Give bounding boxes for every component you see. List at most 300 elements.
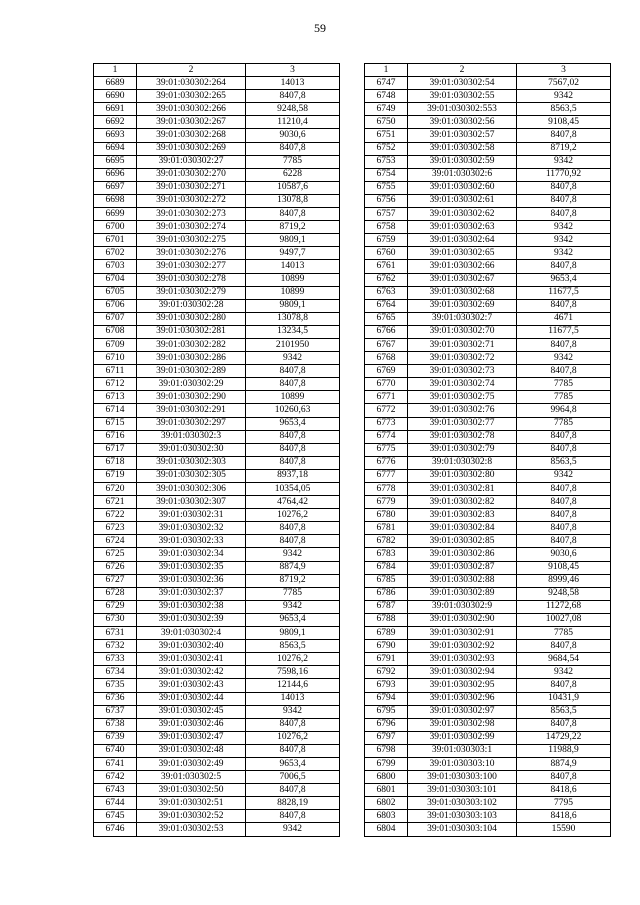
table-row xyxy=(365,194,611,207)
table-row xyxy=(365,640,611,653)
cadastral-number-cell: 39:01:030303:1 xyxy=(408,744,517,757)
row-number-cell: 6715 xyxy=(94,417,137,430)
value-cell: 12144,6 xyxy=(246,679,340,692)
header-cell-1: 1 xyxy=(94,64,137,77)
value-cell: 9342 xyxy=(517,155,611,168)
value-cell: 10587,6 xyxy=(246,181,340,194)
row-number-cell: 6693 xyxy=(94,129,137,142)
table-row xyxy=(365,247,611,260)
table-row xyxy=(365,810,611,823)
value-cell: 7785 xyxy=(246,587,340,600)
row-number-cell: 6691 xyxy=(94,103,137,116)
table-row xyxy=(365,142,611,155)
value-cell: 8563,5 xyxy=(246,640,340,653)
table-row xyxy=(365,600,611,613)
table-row xyxy=(94,653,340,666)
row-number-cell: 6794 xyxy=(365,692,408,705)
value-cell: 8407,8 xyxy=(517,181,611,194)
table-row xyxy=(365,679,611,692)
value-cell: 9964,8 xyxy=(517,404,611,417)
cadastral-number-cell: 39:01:030302:270 xyxy=(137,168,246,181)
table-row xyxy=(365,90,611,103)
value-cell: 10899 xyxy=(246,286,340,299)
table-row xyxy=(94,744,340,757)
cadastral-number-cell: 39:01:030302:63 xyxy=(408,221,517,234)
row-number-cell: 6756 xyxy=(365,194,408,207)
table-row xyxy=(94,352,340,365)
cadastral-number-cell: 39:01:030302:61 xyxy=(408,194,517,207)
table-row xyxy=(365,299,611,312)
table-row xyxy=(365,234,611,247)
cadastral-number-cell: 39:01:030302:97 xyxy=(408,705,517,718)
cadastral-number-cell: 39:01:030302:553 xyxy=(408,103,517,116)
value-cell: 9342 xyxy=(246,600,340,613)
table-row xyxy=(365,771,611,784)
table-row xyxy=(94,299,340,312)
cadastral-number-cell: 39:01:030303:104 xyxy=(408,823,517,836)
table-row xyxy=(94,391,340,404)
cadastral-number-cell: 39:01:030302:53 xyxy=(137,823,246,836)
cadastral-number-cell: 39:01:030302:44 xyxy=(137,692,246,705)
table-row xyxy=(365,666,611,679)
table-row xyxy=(365,312,611,325)
row-number-cell: 6724 xyxy=(94,535,137,548)
row-number-cell: 6761 xyxy=(365,260,408,273)
row-number-cell: 6750 xyxy=(365,116,408,129)
cadastral-number-cell: 39:01:030302:67 xyxy=(408,273,517,286)
value-cell: 8407,8 xyxy=(246,522,340,535)
cadastral-number-cell: 39:01:030302:307 xyxy=(137,496,246,509)
row-number-cell: 6725 xyxy=(94,548,137,561)
cadastral-number-cell: 39:01:030302:273 xyxy=(137,208,246,221)
cadastral-number-cell: 39:01:030302:93 xyxy=(408,653,517,666)
cadastral-number-cell: 39:01:030302:48 xyxy=(137,744,246,757)
row-number-cell: 6757 xyxy=(365,208,408,221)
table-row xyxy=(94,221,340,234)
row-number-cell: 6768 xyxy=(365,352,408,365)
value-cell: 9342 xyxy=(517,666,611,679)
value-cell: 10260,63 xyxy=(246,404,340,417)
table-header-row xyxy=(365,64,611,77)
row-number-cell: 6704 xyxy=(94,273,137,286)
table-row xyxy=(94,797,340,810)
cadastral-number-cell: 39:01:030302:33 xyxy=(137,535,246,548)
table-row xyxy=(365,155,611,168)
cadastral-number-cell: 39:01:030302:271 xyxy=(137,181,246,194)
cadastral-number-cell: 39:01:030302:91 xyxy=(408,627,517,640)
row-number-cell: 6778 xyxy=(365,483,408,496)
table-row xyxy=(94,771,340,784)
value-cell: 10431,9 xyxy=(517,692,611,705)
value-cell: 8407,8 xyxy=(517,208,611,221)
table-row xyxy=(94,417,340,430)
value-cell: 7006,5 xyxy=(246,771,340,784)
value-cell: 9342 xyxy=(517,469,611,482)
cadastral-number-cell: 39:01:030302:98 xyxy=(408,718,517,731)
cadastral-number-cell: 39:01:030303:102 xyxy=(408,797,517,810)
table-row xyxy=(94,627,340,640)
row-number-cell: 6694 xyxy=(94,142,137,155)
row-number-cell: 6709 xyxy=(94,338,137,351)
row-number-cell: 6774 xyxy=(365,430,408,443)
table-row xyxy=(94,77,340,90)
row-number-cell: 6747 xyxy=(365,77,408,90)
cadastral-number-cell: 39:01:030302:265 xyxy=(137,90,246,103)
table-row xyxy=(94,483,340,496)
value-cell: 11272,68 xyxy=(517,600,611,613)
table-row xyxy=(94,705,340,718)
value-cell: 9684,54 xyxy=(517,653,611,666)
table-row xyxy=(365,483,611,496)
cadastral-number-cell: 39:01:030302:5 xyxy=(137,771,246,784)
cadastral-number-cell: 39:01:030302:49 xyxy=(137,757,246,770)
value-cell: 9030,6 xyxy=(517,548,611,561)
row-number-cell: 6706 xyxy=(94,299,137,312)
value-cell: 9342 xyxy=(246,548,340,561)
row-number-cell: 6753 xyxy=(365,155,408,168)
row-number-cell: 6733 xyxy=(94,653,137,666)
value-cell: 8563,5 xyxy=(517,705,611,718)
row-number-cell: 6790 xyxy=(365,640,408,653)
row-number-cell: 6798 xyxy=(365,744,408,757)
cadastral-number-cell: 39:01:030302:290 xyxy=(137,391,246,404)
value-cell: 8719,2 xyxy=(517,142,611,155)
value-cell: 8407,8 xyxy=(246,456,340,469)
cadastral-number-cell: 39:01:030302:42 xyxy=(137,666,246,679)
row-number-cell: 6740 xyxy=(94,744,137,757)
table-row xyxy=(365,338,611,351)
cadastral-number-cell: 39:01:030302:45 xyxy=(137,705,246,718)
value-cell: 8418,6 xyxy=(517,810,611,823)
table-row xyxy=(94,810,340,823)
table-row xyxy=(94,338,340,351)
table-row xyxy=(365,443,611,456)
cadastral-number-cell: 39:01:030302:31 xyxy=(137,509,246,522)
row-number-cell: 6716 xyxy=(94,430,137,443)
value-cell: 8407,8 xyxy=(517,535,611,548)
cadastral-number-cell: 39:01:030302:289 xyxy=(137,365,246,378)
row-number-cell: 6698 xyxy=(94,194,137,207)
row-number-cell: 6791 xyxy=(365,653,408,666)
table-row xyxy=(94,181,340,194)
value-cell: 4764,42 xyxy=(246,496,340,509)
row-number-cell: 6723 xyxy=(94,522,137,535)
cadastral-number-cell: 39:01:030302:76 xyxy=(408,404,517,417)
table-row xyxy=(94,155,340,168)
table-row xyxy=(365,103,611,116)
value-cell: 7598,16 xyxy=(246,666,340,679)
cadastral-number-cell: 39:01:030302:55 xyxy=(408,90,517,103)
row-number-cell: 6702 xyxy=(94,247,137,260)
cadastral-number-cell: 39:01:030302:95 xyxy=(408,679,517,692)
cadastral-number-cell: 39:01:030302:79 xyxy=(408,443,517,456)
value-cell: 9342 xyxy=(246,352,340,365)
table-row xyxy=(365,535,611,548)
cadastral-number-cell: 39:01:030302:280 xyxy=(137,312,246,325)
value-cell: 11988,9 xyxy=(517,744,611,757)
value-cell: 14013 xyxy=(246,77,340,90)
header-cell-2: 2 xyxy=(137,64,246,77)
cadastral-number-cell: 39:01:030302:74 xyxy=(408,378,517,391)
cadastral-number-cell: 39:01:030302:57 xyxy=(408,129,517,142)
cadastral-number-cell: 39:01:030302:40 xyxy=(137,640,246,653)
cadastral-number-cell: 39:01:030303:103 xyxy=(408,810,517,823)
value-cell: 15590 xyxy=(517,823,611,836)
row-number-cell: 6765 xyxy=(365,312,408,325)
row-number-cell: 6690 xyxy=(94,90,137,103)
row-number-cell: 6763 xyxy=(365,286,408,299)
table-row xyxy=(94,679,340,692)
row-number-cell: 6708 xyxy=(94,325,137,338)
row-number-cell: 6692 xyxy=(94,116,137,129)
table-row xyxy=(365,456,611,469)
cadastral-number-cell: 39:01:030302:86 xyxy=(408,548,517,561)
table-row xyxy=(94,129,340,142)
table-row xyxy=(94,325,340,338)
value-cell: 8407,8 xyxy=(246,142,340,155)
value-cell: 10276,2 xyxy=(246,653,340,666)
table-row xyxy=(365,561,611,574)
value-cell: 6228 xyxy=(246,168,340,181)
value-cell: 8407,8 xyxy=(517,771,611,784)
value-cell: 9342 xyxy=(246,705,340,718)
value-cell: 8407,8 xyxy=(246,378,340,391)
cadastral-number-cell: 39:01:030302:306 xyxy=(137,483,246,496)
value-cell: 8719,2 xyxy=(246,574,340,587)
value-cell: 8407,8 xyxy=(517,338,611,351)
value-cell: 8407,8 xyxy=(517,718,611,731)
value-cell: 10276,2 xyxy=(246,731,340,744)
row-number-cell: 6783 xyxy=(365,548,408,561)
value-cell: 8407,8 xyxy=(517,260,611,273)
table-row xyxy=(94,613,340,626)
row-number-cell: 6699 xyxy=(94,208,137,221)
value-cell: 13234,5 xyxy=(246,325,340,338)
value-cell: 9108,45 xyxy=(517,561,611,574)
value-cell: 14013 xyxy=(246,692,340,705)
table-row xyxy=(365,116,611,129)
cadastral-number-cell: 39:01:030302:47 xyxy=(137,731,246,744)
row-number-cell: 6749 xyxy=(365,103,408,116)
row-number-cell: 6734 xyxy=(94,666,137,679)
row-number-cell: 6795 xyxy=(365,705,408,718)
table-row xyxy=(94,142,340,155)
cadastral-number-cell: 39:01:030302:264 xyxy=(137,77,246,90)
cadastral-number-cell: 39:01:030302:35 xyxy=(137,561,246,574)
row-number-cell: 6772 xyxy=(365,404,408,417)
value-cell: 14013 xyxy=(246,260,340,273)
table-row xyxy=(365,404,611,417)
value-cell: 8407,8 xyxy=(246,443,340,456)
value-cell: 7785 xyxy=(246,155,340,168)
value-cell: 8407,8 xyxy=(246,744,340,757)
value-cell: 14729,22 xyxy=(517,731,611,744)
value-cell: 11770,92 xyxy=(517,168,611,181)
row-number-cell: 6801 xyxy=(365,784,408,797)
value-cell: 10899 xyxy=(246,391,340,404)
table-row xyxy=(94,757,340,770)
table-row xyxy=(365,823,611,836)
table-row xyxy=(365,757,611,770)
row-number-cell: 6742 xyxy=(94,771,137,784)
cadastral-number-cell: 39:01:030302:62 xyxy=(408,208,517,221)
cadastral-number-cell: 39:01:030302:276 xyxy=(137,247,246,260)
value-cell: 7785 xyxy=(517,627,611,640)
value-cell: 10276,2 xyxy=(246,509,340,522)
cadastral-number-cell: 39:01:030302:34 xyxy=(137,548,246,561)
cadastral-number-cell: 39:01:030302:41 xyxy=(137,653,246,666)
cadastral-number-cell: 39:01:030302:3 xyxy=(137,430,246,443)
value-cell: 8407,8 xyxy=(246,208,340,221)
cadastral-number-cell: 39:01:030302:81 xyxy=(408,483,517,496)
cadastral-number-cell: 39:01:030302:75 xyxy=(408,391,517,404)
value-cell: 7785 xyxy=(517,417,611,430)
cadastral-number-cell: 39:01:030302:99 xyxy=(408,731,517,744)
header-cell-2: 2 xyxy=(408,64,517,77)
cadastral-number-cell: 39:01:030302:32 xyxy=(137,522,246,535)
row-number-cell: 6710 xyxy=(94,352,137,365)
value-cell: 9342 xyxy=(517,352,611,365)
cadastral-number-cell: 39:01:030303:10 xyxy=(408,757,517,770)
cadastral-number-cell: 39:01:030302:43 xyxy=(137,679,246,692)
value-cell: 8407,8 xyxy=(246,718,340,731)
cadastral-number-cell: 39:01:030302:84 xyxy=(408,522,517,535)
cadastral-number-cell: 39:01:030302:7 xyxy=(408,312,517,325)
row-number-cell: 6754 xyxy=(365,168,408,181)
table-row xyxy=(94,443,340,456)
table-row xyxy=(365,430,611,443)
value-cell: 8563,5 xyxy=(517,103,611,116)
row-number-cell: 6739 xyxy=(94,731,137,744)
cadastral-number-cell: 39:01:030302:96 xyxy=(408,692,517,705)
table-row xyxy=(365,129,611,142)
cadastral-number-cell: 39:01:030303:100 xyxy=(408,771,517,784)
cadastral-number-cell: 39:01:030302:286 xyxy=(137,352,246,365)
value-cell: 11677,5 xyxy=(517,286,611,299)
value-cell: 9653,4 xyxy=(517,273,611,286)
value-cell: 8407,8 xyxy=(517,365,611,378)
value-cell: 9809,1 xyxy=(246,234,340,247)
row-number-cell: 6793 xyxy=(365,679,408,692)
table-row xyxy=(94,692,340,705)
table-row xyxy=(365,509,611,522)
row-number-cell: 6717 xyxy=(94,443,137,456)
row-number-cell: 6720 xyxy=(94,483,137,496)
value-cell: 9809,1 xyxy=(246,299,340,312)
table-row xyxy=(94,208,340,221)
cadastral-number-cell: 39:01:030302:279 xyxy=(137,286,246,299)
value-cell: 9342 xyxy=(517,247,611,260)
cadastral-number-cell: 39:01:030302:72 xyxy=(408,352,517,365)
table-row xyxy=(94,718,340,731)
cadastral-number-cell: 39:01:030302:297 xyxy=(137,417,246,430)
cadastral-number-cell: 39:01:030302:59 xyxy=(408,155,517,168)
row-number-cell: 6701 xyxy=(94,234,137,247)
row-number-cell: 6703 xyxy=(94,260,137,273)
cadastral-number-cell: 39:01:030302:9 xyxy=(408,600,517,613)
row-number-cell: 6731 xyxy=(94,627,137,640)
cadastral-number-cell: 39:01:030302:88 xyxy=(408,574,517,587)
value-cell: 8407,8 xyxy=(517,483,611,496)
table-row xyxy=(365,208,611,221)
row-number-cell: 6721 xyxy=(94,496,137,509)
table-row xyxy=(94,509,340,522)
table-row xyxy=(94,103,340,116)
row-number-cell: 6771 xyxy=(365,391,408,404)
row-number-cell: 6746 xyxy=(94,823,137,836)
header-cell-3: 3 xyxy=(517,64,611,77)
value-cell: 8407,8 xyxy=(246,90,340,103)
row-number-cell: 6784 xyxy=(365,561,408,574)
cadastral-number-cell: 39:01:030302:275 xyxy=(137,234,246,247)
row-number-cell: 6705 xyxy=(94,286,137,299)
row-number-cell: 6752 xyxy=(365,142,408,155)
value-cell: 8407,8 xyxy=(246,365,340,378)
cadastral-number-cell: 39:01:030302:27 xyxy=(137,155,246,168)
row-number-cell: 6700 xyxy=(94,221,137,234)
cadastral-number-cell: 39:01:030302:80 xyxy=(408,469,517,482)
table-row xyxy=(94,496,340,509)
cadastral-number-cell: 39:01:030302:87 xyxy=(408,561,517,574)
cadastral-number-cell: 39:01:030302:68 xyxy=(408,286,517,299)
table-row xyxy=(94,587,340,600)
row-number-cell: 6792 xyxy=(365,666,408,679)
row-number-cell: 6796 xyxy=(365,718,408,731)
cadastral-number-cell: 39:01:030302:92 xyxy=(408,640,517,653)
table-row xyxy=(94,823,340,836)
cadastral-number-cell: 39:01:030302:70 xyxy=(408,325,517,338)
value-cell: 9342 xyxy=(517,221,611,234)
value-cell: 8407,8 xyxy=(517,509,611,522)
cadastral-number-cell: 39:01:030302:269 xyxy=(137,142,246,155)
value-cell: 8874,9 xyxy=(517,757,611,770)
row-number-cell: 6786 xyxy=(365,587,408,600)
table-row xyxy=(365,784,611,797)
table-row xyxy=(94,535,340,548)
row-number-cell: 6736 xyxy=(94,692,137,705)
row-number-cell: 6799 xyxy=(365,757,408,770)
row-number-cell: 6689 xyxy=(94,77,137,90)
value-cell: 8418,6 xyxy=(517,784,611,797)
table-row xyxy=(365,417,611,430)
row-number-cell: 6787 xyxy=(365,600,408,613)
value-cell: 8937,18 xyxy=(246,469,340,482)
table-row xyxy=(365,705,611,718)
cadastral-number-cell: 39:01:030302:28 xyxy=(137,299,246,312)
cadastral-number-cell: 39:01:030302:54 xyxy=(408,77,517,90)
table-row xyxy=(94,247,340,260)
table-row xyxy=(365,496,611,509)
value-cell: 11210,4 xyxy=(246,116,340,129)
value-cell: 9030,6 xyxy=(246,129,340,142)
row-number-cell: 6730 xyxy=(94,613,137,626)
table-row xyxy=(94,522,340,535)
table-row xyxy=(94,666,340,679)
table-row xyxy=(365,692,611,705)
value-cell: 9342 xyxy=(246,823,340,836)
row-number-cell: 6802 xyxy=(365,797,408,810)
value-cell: 9653,4 xyxy=(246,417,340,430)
table-row xyxy=(365,522,611,535)
value-cell: 9497,7 xyxy=(246,247,340,260)
row-number-cell: 6738 xyxy=(94,718,137,731)
value-cell: 9809,1 xyxy=(246,627,340,640)
table-row xyxy=(94,194,340,207)
table-row xyxy=(94,234,340,247)
table-row xyxy=(94,784,340,797)
table-row xyxy=(365,587,611,600)
cadastral-number-cell: 39:01:030302:30 xyxy=(137,443,246,456)
